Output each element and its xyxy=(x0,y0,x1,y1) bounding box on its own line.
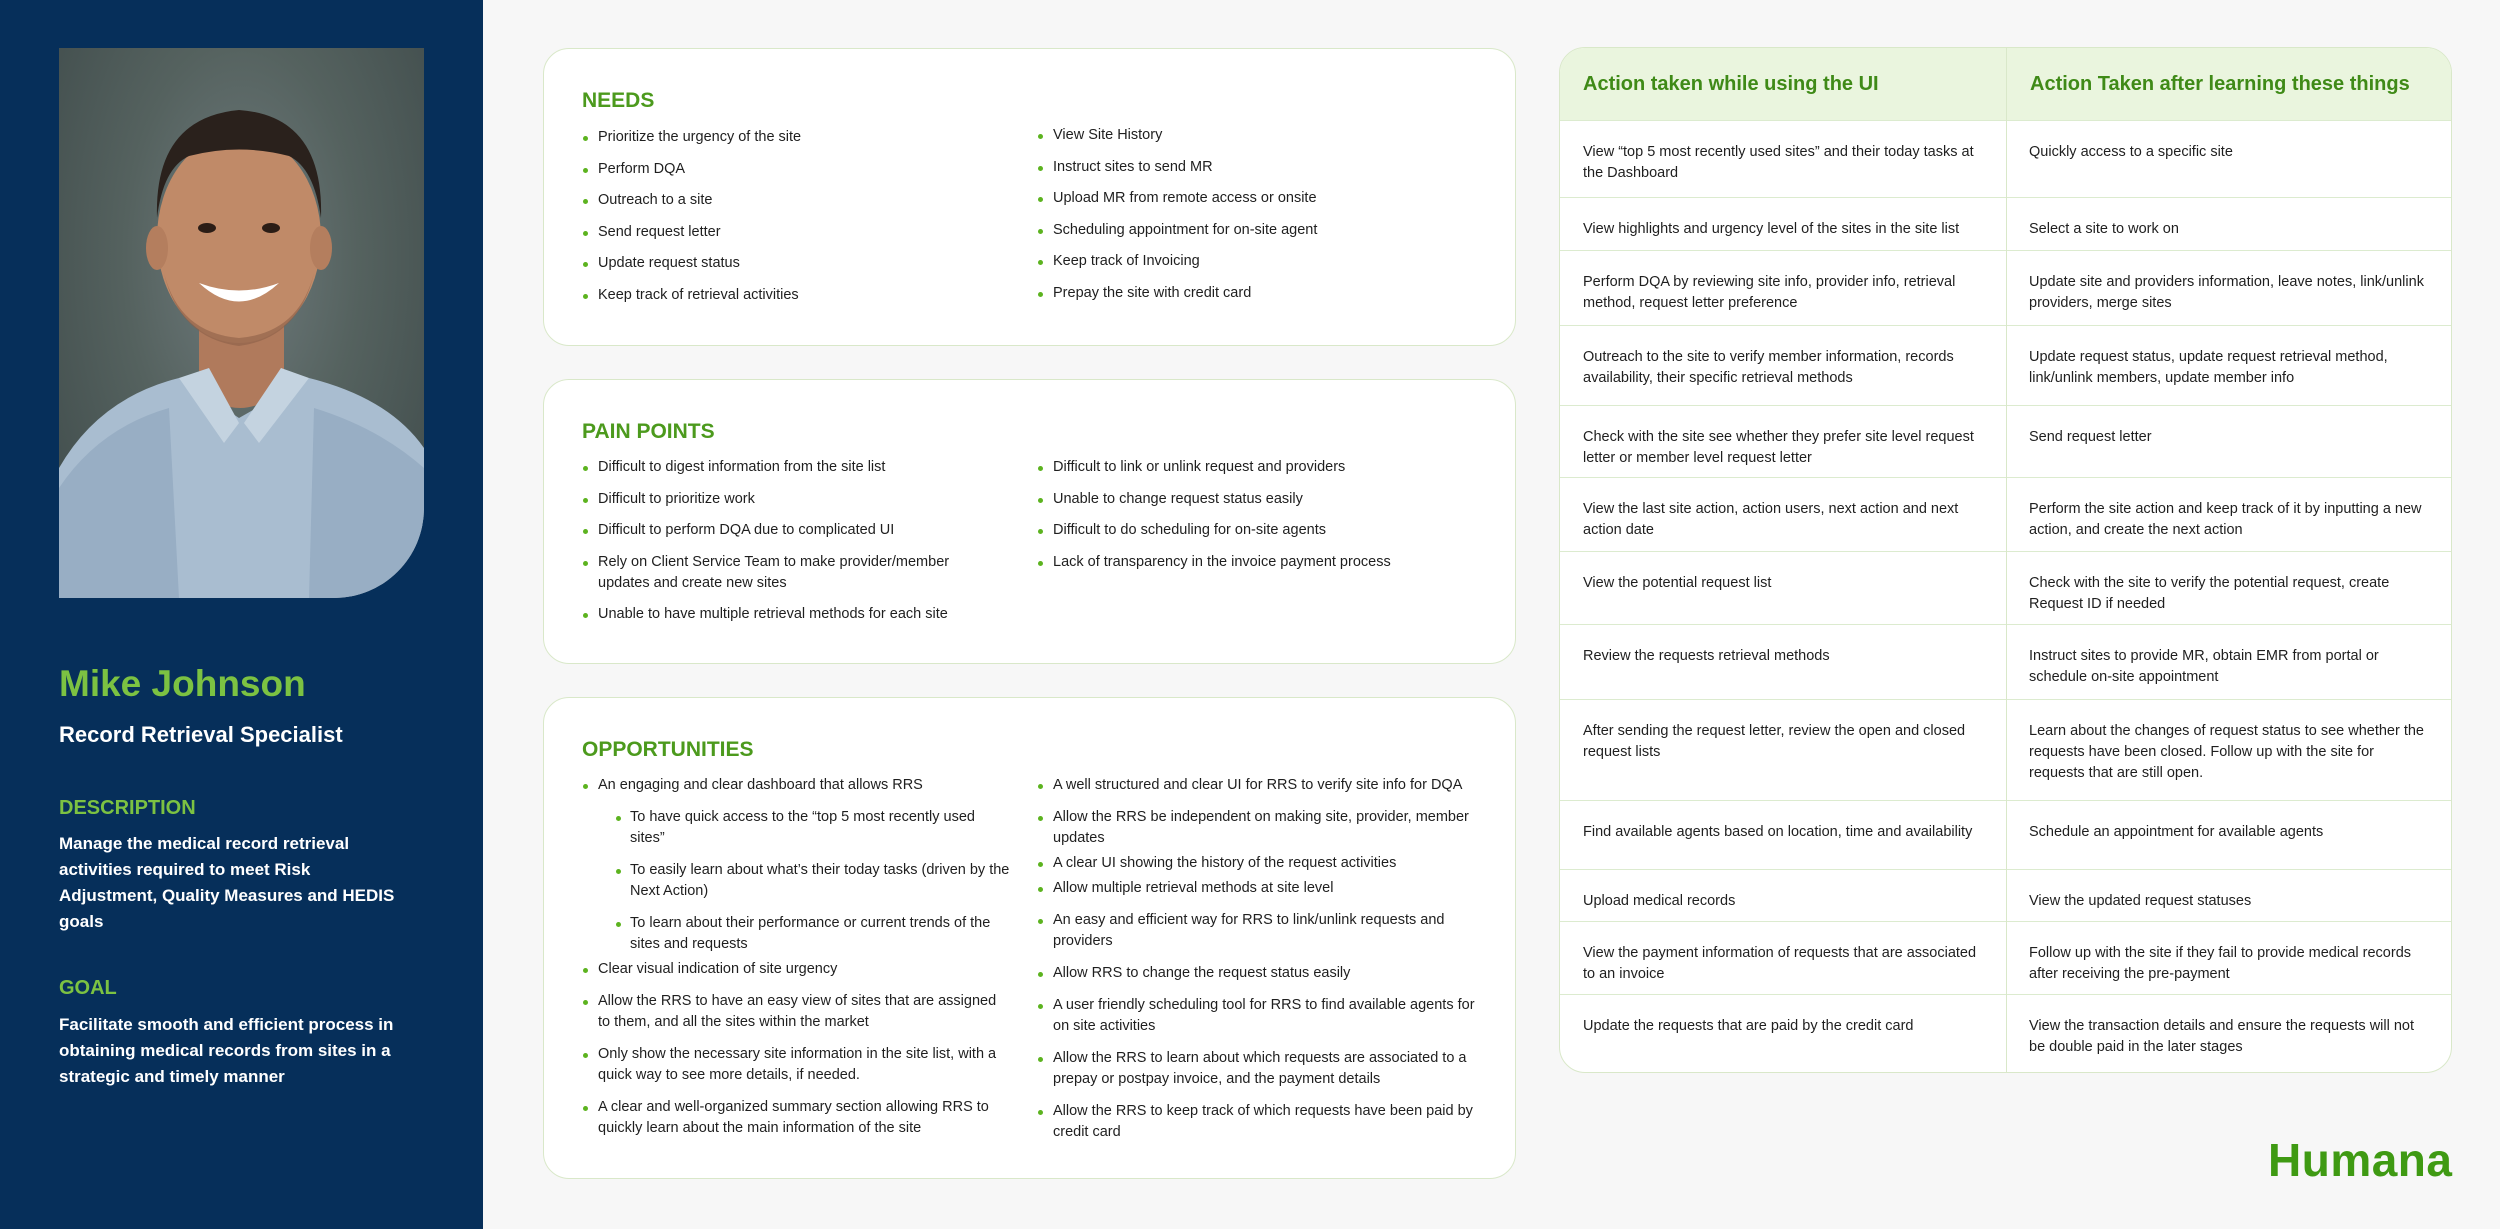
table-cell-ui: View the potential request list xyxy=(1583,575,1772,591)
pain-points-left-list xyxy=(582,457,1002,625)
goal-text: Facilitate smooth and efficient process in obtaining medical records from sites in a strategic and timely manner xyxy=(59,1015,394,1086)
list-item: Instruct sites to send MR xyxy=(1037,157,1477,178)
persona-sidebar xyxy=(0,0,483,1229)
list-item: Update request status xyxy=(582,253,1012,274)
pain-points-title: PAIN POINTS xyxy=(582,420,715,443)
list-item: A clear and well-organized summary section allowing RRS to quickly learn about the main information of the site xyxy=(582,1097,1012,1139)
list-item: Difficult to digest information from the site list xyxy=(582,457,1002,478)
table-cell-after: Quickly access to a specific site xyxy=(2029,144,2233,160)
list-item: Rely on Client Service Team to make provider/member updates and create new sites xyxy=(582,552,1002,594)
needs-title: NEEDS xyxy=(582,89,655,112)
table-cell-after: Schedule an appointment for available agents xyxy=(2029,824,2324,840)
needs-card xyxy=(543,48,1516,346)
table-cell-after: Update site and providers information, leave notes, link/unlink providers, merge sites xyxy=(2029,274,2424,311)
list-item: Allow the RRS to learn about which requests are associated to a prepay or postpay invoice, and the payment details xyxy=(1037,1048,1482,1090)
needs-right-list xyxy=(1037,125,1477,304)
table-cell-after: Learn about the changes of request status to see whether the requests have been closed. Follow up with the site for requests that are still open. xyxy=(2029,723,2424,781)
table-header-ui: Action taken while using the UI xyxy=(1583,73,1879,95)
table-cell-after: Check with the site to verify the potential request, create Request ID if needed xyxy=(2029,575,2390,612)
humana-logo: Humana xyxy=(2268,1134,2453,1186)
opportunities-card xyxy=(543,697,1516,1179)
list-item: Perform DQA xyxy=(582,159,1012,180)
table-cell-ui: View “top 5 most recently used sites” and their today tasks at the Dashboard xyxy=(1583,144,1974,181)
description-text: Manage the medical record retrieval activities required to meet Risk Adjustment, Quality Measures and HEDIS goals xyxy=(59,834,395,931)
table-cell-after: View the updated request statuses xyxy=(2029,893,2252,909)
list-item: View Site History xyxy=(1037,125,1477,146)
persona-name: Mike Johnson xyxy=(59,663,306,704)
list-item: An engaging and clear dashboard that allows RRS xyxy=(582,775,1012,796)
persona-portrait-image xyxy=(59,48,424,598)
needs-left-list xyxy=(582,127,1012,306)
table-cell-ui: Perform DQA by reviewing site info, provider info, retrieval method, request letter preference xyxy=(1583,274,1956,311)
table-cell-ui: Check with the site see whether they prefer site level request letter or member level request letter xyxy=(1583,429,1974,466)
pain-points-right-list xyxy=(1037,457,1477,573)
table-cell-ui: View highlights and urgency level of the sites in the site list xyxy=(1583,221,1960,237)
opportunities-title: OPPORTUNITIES xyxy=(582,738,754,761)
list-item: Allow the RRS to have an easy view of sites that are assigned to them, and all the sites within the market xyxy=(582,991,1012,1033)
goal-heading: GOAL xyxy=(59,977,117,999)
list-item: Only show the necessary site information in the site list, with a quick way to see more details, if needed. xyxy=(582,1044,1012,1086)
pain-points-card xyxy=(543,379,1516,664)
list-item: Unable to have multiple retrieval methods for each site xyxy=(582,604,1002,625)
list-item: An easy and efficient way for RRS to link/unlink requests and providers xyxy=(1037,910,1482,952)
actions-table xyxy=(1559,47,2452,1073)
table-cell-after: Perform the site action and keep track of it by inputting a new action, and create the next action xyxy=(2029,501,2422,538)
list-item: Scheduling appointment for on-site agent xyxy=(1037,220,1477,241)
table-cell-ui: View the payment information of requests that are associated to an invoice xyxy=(1583,945,1977,982)
list-item: Keep track of retrieval activities xyxy=(582,285,1012,306)
list-item: Allow the RRS to keep track of which requests have been paid by credit card xyxy=(1037,1101,1482,1143)
list-item: A user friendly scheduling tool for RRS to find available agents for on site activities xyxy=(1037,995,1482,1037)
table-cell-ui: View the last site action, action users, next action and next action date xyxy=(1583,501,1959,538)
list-item: Unable to change request status easily xyxy=(1037,489,1477,510)
description-heading: DESCRIPTION xyxy=(59,797,196,819)
table-cell-after: Select a site to work on xyxy=(2029,221,2179,237)
list-item: Allow the RRS be independent on making site, provider, member updates xyxy=(1037,807,1482,849)
list-subitem: To easily learn about what’s their today tasks (driven by the Next Action) xyxy=(582,860,1012,902)
list-item: Keep track of Invoicing xyxy=(1037,251,1477,272)
table-cell-after: Send request letter xyxy=(2029,429,2152,445)
table-cell-after: View the transaction details and ensure the requests will not be double paid in the later stages xyxy=(2029,1018,2415,1055)
table-cell-ui: Find available agents based on location, time and availability xyxy=(1583,824,1973,840)
list-item: Send request letter xyxy=(582,222,1012,243)
list-item: Outreach to a site xyxy=(582,190,1012,211)
opportunities-left-list xyxy=(582,775,1012,1139)
table-cell-ui: After sending the request letter, review the open and closed request lists xyxy=(1583,723,1966,760)
list-item: Prepay the site with credit card xyxy=(1037,283,1477,304)
list-item: Clear visual indication of site urgency xyxy=(582,959,1012,980)
table-column-divider xyxy=(2006,48,2007,1072)
table-cell-ui: Outreach to the site to verify member information, records availability, their specific retrieval methods xyxy=(1583,349,1954,386)
list-item: A clear UI showing the history of the request activities xyxy=(1037,853,1482,874)
list-item: Prioritize the urgency of the site xyxy=(582,127,1012,148)
list-item: Allow RRS to change the request status easily xyxy=(1037,963,1482,984)
persona-role: Record Retrieval Specialist xyxy=(59,722,343,747)
list-item: Allow multiple retrieval methods at site level xyxy=(1037,878,1482,899)
table-cell-after: Update request status, update request retrieval method, link/unlink members, update member info xyxy=(2029,349,2388,386)
table-cell-ui: Review the requests retrieval methods xyxy=(1583,648,1830,664)
list-item: Difficult to prioritize work xyxy=(582,489,1002,510)
table-cell-after: Follow up with the site if they fail to provide medical records after receiving the pre-payment xyxy=(2029,945,2412,982)
list-item: Upload MR from remote access or onsite xyxy=(1037,188,1477,209)
persona-photo xyxy=(59,48,424,598)
list-subitem: To have quick access to the “top 5 most recently used sites” xyxy=(582,807,1012,849)
table-cell-ui: Upload medical records xyxy=(1583,893,1736,909)
list-item: Difficult to perform DQA due to complicated UI xyxy=(582,520,1002,541)
list-item: Lack of transparency in the invoice payment process xyxy=(1037,552,1477,573)
table-header-after: Action Taken after learning these things xyxy=(2030,73,2410,95)
list-item: A well structured and clear UI for RRS to verify site info for DQA xyxy=(1037,775,1482,796)
table-cell-ui: Update the requests that are paid by the credit card xyxy=(1583,1018,1914,1034)
list-item: Difficult to link or unlink request and providers xyxy=(1037,457,1477,478)
list-item: Difficult to do scheduling for on-site agents xyxy=(1037,520,1477,541)
table-cell-after: Instruct sites to provide MR, obtain EMR from portal or schedule on-site appointment xyxy=(2029,648,2379,685)
list-subitem: To learn about their performance or current trends of the sites and requests xyxy=(582,913,1012,955)
opportunities-right-list xyxy=(1037,775,1482,1143)
